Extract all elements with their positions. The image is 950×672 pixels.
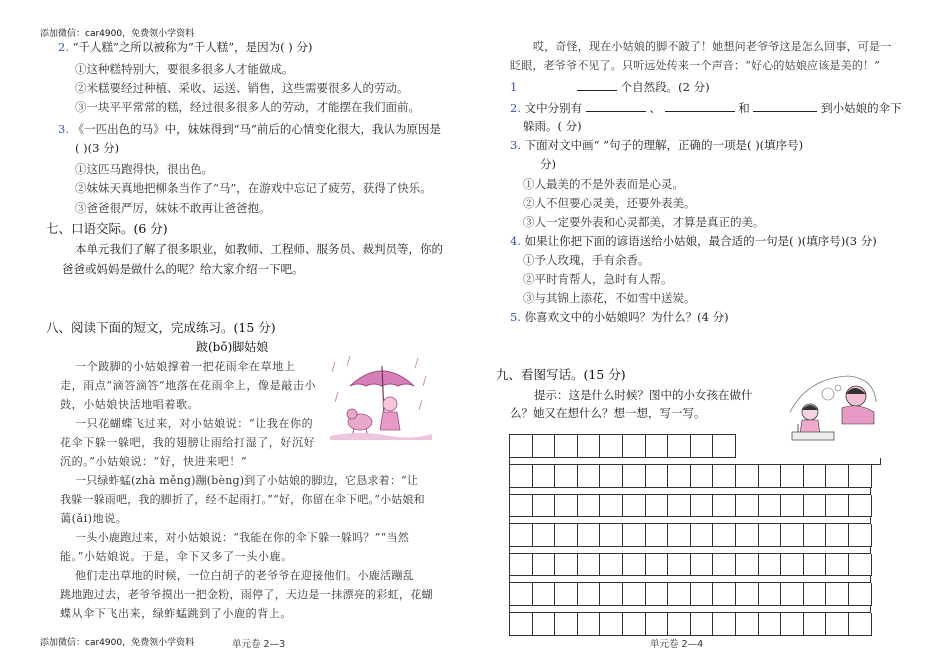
writing-cell[interactable] bbox=[826, 524, 849, 547]
writing-cell[interactable] bbox=[555, 613, 578, 636]
question-2-left bbox=[58, 40, 312, 54]
writing-cell[interactable] bbox=[691, 583, 714, 606]
writing-grid-full[interactable] bbox=[509, 458, 881, 636]
answer-blank[interactable] bbox=[753, 100, 817, 112]
writing-cell[interactable] bbox=[781, 554, 804, 577]
writing-cell[interactable] bbox=[759, 524, 782, 547]
writing-cell[interactable] bbox=[713, 583, 736, 606]
writing-cell[interactable] bbox=[826, 613, 849, 636]
story-line: 沉的。”小姑娘说：“好，快进来吧！” bbox=[60, 455, 248, 468]
writing-cell[interactable] bbox=[736, 583, 759, 606]
question-text: 下面对文中画“ ”句子的理解，正确的一项是( )(填序号) bbox=[524, 138, 804, 152]
answer-blank[interactable] bbox=[586, 100, 646, 112]
writing-cell[interactable] bbox=[736, 554, 759, 577]
writing-cell[interactable] bbox=[804, 524, 827, 547]
writing-cell[interactable] bbox=[623, 554, 646, 577]
story-title: 跛(bǒ)脚姑娘 bbox=[196, 340, 269, 354]
option: ②妹妹天真地把柳条当作了“马”，在游戏中忘记了疲劳，获得了快乐。 bbox=[75, 181, 432, 195]
story-line: 一个跛脚的小姑娘撑着一把花雨伞在草地上 bbox=[75, 360, 296, 373]
option: ②人不但要心灵美，还要外表美。 bbox=[523, 196, 696, 210]
writing-cell[interactable] bbox=[646, 554, 669, 577]
writing-cell[interactable] bbox=[578, 524, 601, 547]
writing-cell[interactable] bbox=[826, 465, 849, 488]
grid-spacer bbox=[510, 488, 871, 495]
grid-row-top bbox=[510, 435, 736, 458]
writing-cell[interactable] bbox=[533, 465, 556, 488]
option: ③一块平平常常的糕，经过很多很多人的劳动，才能摆在我们面前。 bbox=[75, 100, 420, 114]
section-9-line1: 提示：这是什么时候？图中的小女孩在做什 bbox=[534, 388, 753, 402]
section-7-line2: 爸爸或妈妈是做什么的呢？给大家介绍一下吧。 bbox=[62, 262, 304, 276]
writing-cell[interactable] bbox=[510, 465, 533, 488]
question-number: 5. bbox=[510, 310, 521, 324]
writing-cell[interactable] bbox=[826, 495, 849, 518]
writing-cell[interactable] bbox=[555, 435, 578, 458]
grid-row bbox=[510, 613, 881, 636]
umbrella-girl-illustration bbox=[330, 352, 432, 440]
writing-cell[interactable] bbox=[668, 554, 691, 577]
question-2-right bbox=[510, 100, 902, 115]
story-line: 花伞下躲一躲吧，我的翅膀让雨给打湿了，好沉好 bbox=[60, 436, 316, 449]
question-3-line2: 分) bbox=[540, 157, 556, 171]
writing-cell[interactable] bbox=[600, 613, 623, 636]
writing-cell[interactable] bbox=[555, 554, 578, 577]
story-line: 蔼(ǎi)地说。 bbox=[60, 512, 128, 525]
writing-cell[interactable] bbox=[600, 524, 623, 547]
page-footer-left: 单元卷 2—3 bbox=[232, 639, 286, 650]
grid-row bbox=[510, 554, 881, 577]
story-line: 我躲一躲雨吧，我的脚折了，经不起雨打。”“好，你留在伞下吧。”小姑娘和 bbox=[60, 493, 425, 506]
writing-cell[interactable] bbox=[849, 554, 872, 577]
question-5-right bbox=[510, 310, 729, 324]
option: ①这匹马跑得快，很出色。 bbox=[75, 162, 213, 176]
question-3-line2: ( )(3 分) bbox=[75, 141, 120, 155]
writing-cell[interactable] bbox=[759, 583, 782, 606]
question-text: 你喜欢文中的小姑娘吗？为什么？(4 分) bbox=[524, 310, 729, 324]
writing-cell[interactable] bbox=[533, 583, 556, 606]
writing-cell[interactable] bbox=[555, 524, 578, 547]
grid-spacer bbox=[510, 576, 871, 583]
writing-cell[interactable] bbox=[713, 465, 736, 488]
writing-cell[interactable] bbox=[600, 554, 623, 577]
writing-cell[interactable] bbox=[804, 554, 827, 577]
option: ③爸爸很严厉，妹妹不敢再让爸爸抱。 bbox=[75, 201, 271, 215]
writing-cell[interactable] bbox=[623, 435, 646, 458]
girl-washing-hands-illustration bbox=[788, 372, 878, 444]
writing-cell[interactable] bbox=[759, 465, 782, 488]
question-text: 和 bbox=[738, 101, 750, 115]
answer-blank[interactable] bbox=[665, 100, 735, 112]
writing-cell[interactable] bbox=[804, 583, 827, 606]
writing-cell[interactable] bbox=[736, 524, 759, 547]
writing-cell[interactable] bbox=[804, 465, 827, 488]
writing-cell[interactable] bbox=[533, 554, 556, 577]
question-text: 、 bbox=[649, 101, 661, 115]
writing-cell[interactable] bbox=[668, 613, 691, 636]
writing-cell[interactable] bbox=[578, 554, 601, 577]
writing-cell[interactable] bbox=[691, 613, 714, 636]
question-text: 文中分别有 bbox=[524, 101, 583, 115]
writing-cell[interactable] bbox=[510, 554, 533, 577]
writing-cell[interactable] bbox=[849, 495, 872, 518]
writing-cell[interactable] bbox=[600, 465, 623, 488]
writing-cell[interactable] bbox=[578, 495, 601, 518]
story-line: 走，雨点“滴答滴答”地落在花雨伞上，像是敲击小 bbox=[60, 379, 317, 392]
writing-cell[interactable] bbox=[781, 465, 804, 488]
writing-cell[interactable] bbox=[713, 495, 736, 518]
writing-cell[interactable] bbox=[691, 435, 714, 458]
grid-spacer bbox=[510, 606, 871, 613]
watermark-top: 添加微信：car4900，免费领小学资料 bbox=[40, 29, 195, 39]
writing-cell[interactable] bbox=[668, 524, 691, 547]
section-7-title: 七、口语交际。(6 分) bbox=[46, 221, 168, 236]
story-line: 一头小鹿跑过来，对小姑娘说：“我能在你的伞下躲一躲吗？”“当然 bbox=[75, 531, 410, 544]
story-line: 蝶从伞下飞出来，绿蚱蜢跳到了小鹿的背上。 bbox=[60, 607, 292, 620]
writing-cell[interactable] bbox=[691, 554, 714, 577]
grid-row bbox=[510, 495, 881, 518]
writing-cell[interactable] bbox=[623, 495, 646, 518]
writing-cell[interactable] bbox=[555, 583, 578, 606]
writing-cell[interactable] bbox=[736, 613, 759, 636]
writing-cell[interactable] bbox=[578, 435, 601, 458]
question-number: 3. bbox=[510, 138, 521, 152]
writing-cell[interactable] bbox=[623, 524, 646, 547]
writing-cell[interactable] bbox=[533, 435, 556, 458]
question-3-left bbox=[58, 122, 441, 136]
option: ③与其锦上添花，不如雪中送炭。 bbox=[523, 291, 696, 305]
writing-cell[interactable] bbox=[646, 465, 669, 488]
question-3-right bbox=[510, 138, 803, 152]
writing-cell[interactable] bbox=[713, 524, 736, 547]
writing-cell[interactable] bbox=[759, 554, 782, 577]
writing-cell[interactable] bbox=[668, 435, 691, 458]
option: ①这种糕特别大，要很多很多人才能做成。 bbox=[75, 62, 294, 76]
writing-cell[interactable] bbox=[759, 613, 782, 636]
writing-cell[interactable] bbox=[510, 583, 533, 606]
question-1-right bbox=[510, 79, 710, 94]
writing-cell[interactable] bbox=[781, 613, 804, 636]
writing-cell[interactable] bbox=[646, 435, 669, 458]
question-text: 到小姑娘的伞下 bbox=[821, 101, 902, 115]
writing-cell[interactable] bbox=[691, 465, 714, 488]
writing-cell[interactable] bbox=[600, 583, 623, 606]
grid-row bbox=[510, 583, 881, 606]
writing-cell[interactable] bbox=[804, 495, 827, 518]
writing-cell[interactable] bbox=[826, 583, 849, 606]
writing-cell[interactable] bbox=[826, 554, 849, 577]
question-2-line2: 躲雨。( 分) bbox=[523, 119, 582, 133]
section-7-line1: 本单元我们了解了很多职业，如教师、工程师、服务员、裁判员等，你的 bbox=[75, 242, 443, 256]
writing-cell[interactable] bbox=[623, 583, 646, 606]
answer-blank[interactable] bbox=[577, 79, 617, 91]
writing-cell[interactable] bbox=[713, 554, 736, 577]
section-8-title: 八、阅读下面的短文，完成练习。(15 分) bbox=[46, 320, 276, 335]
writing-cell[interactable] bbox=[600, 495, 623, 518]
story-line: 哎，奇怪，现在小姑娘的脚不跛了！她想问老爷爷这是怎么回事，可是一 bbox=[533, 40, 892, 53]
writing-cell[interactable] bbox=[646, 495, 669, 518]
question-text: “千人糕”之所以被称为“千人糕”，是因为( ) bbox=[72, 40, 293, 54]
writing-cell[interactable] bbox=[781, 583, 804, 606]
page-footer-right: 单元卷 2—4 bbox=[650, 639, 704, 650]
writing-cell[interactable] bbox=[668, 465, 691, 488]
question-text: 个自然段。(2 分) bbox=[620, 80, 710, 94]
option: ①人最美的不是外表而是心灵。 bbox=[523, 177, 684, 191]
writing-cell[interactable] bbox=[578, 613, 601, 636]
question-number: 2. bbox=[510, 101, 521, 115]
writing-cell[interactable] bbox=[533, 613, 556, 636]
question-score: 分) bbox=[296, 40, 313, 54]
question-number: 1 bbox=[510, 80, 518, 94]
section-9-title: 九、看图写话。(15 分) bbox=[496, 367, 626, 382]
grid-spacer bbox=[510, 517, 871, 524]
writing-cell[interactable] bbox=[623, 613, 646, 636]
story-line: 他们走出草地的时候，一位白胡子的老爷爷在迎接他们。小鹿活蹦乱 bbox=[75, 569, 414, 582]
writing-cell[interactable] bbox=[510, 613, 533, 636]
grid-spacer bbox=[510, 547, 871, 554]
writing-cell[interactable] bbox=[510, 435, 533, 458]
grid-spacer bbox=[510, 458, 881, 465]
writing-cell[interactable] bbox=[555, 465, 578, 488]
writing-cell[interactable] bbox=[600, 435, 623, 458]
watermark-bottom: 添加微信：car4900，免费领小学资料 bbox=[40, 638, 195, 648]
writing-cell[interactable] bbox=[849, 583, 872, 606]
writing-cell[interactable] bbox=[533, 495, 556, 518]
writing-cell[interactable] bbox=[668, 583, 691, 606]
story-line: 眨眼，老爷爷不见了。只听远处传来一个声音：“好心的姑娘应该是美的！” bbox=[510, 59, 881, 72]
grid-row bbox=[510, 524, 881, 547]
question-text: 如果让你把下面的谚语送给小姑娘，最合适的一句是( )(填序号)(3 分) bbox=[524, 234, 877, 248]
grid-row bbox=[510, 465, 881, 488]
option: ③人一定要外表和心灵都美，才算是真正的美。 bbox=[523, 215, 765, 229]
question-4-right bbox=[510, 234, 877, 248]
writing-cell[interactable] bbox=[668, 495, 691, 518]
writing-cell[interactable] bbox=[578, 583, 601, 606]
story-line: 一只花蝴蝶飞过来，对小姑娘说：“让我在你的 bbox=[75, 417, 314, 430]
writing-cell[interactable] bbox=[781, 524, 804, 547]
section-9-line2: 么？她又在想什么？想一想，写一写。 bbox=[510, 406, 706, 420]
writing-cell[interactable] bbox=[736, 465, 759, 488]
writing-cell[interactable] bbox=[646, 524, 669, 547]
option: ②米糕要经过种植、采收、运送、销售，这些需要很多人的劳动。 bbox=[75, 81, 409, 95]
writing-cell[interactable] bbox=[804, 613, 827, 636]
writing-cell[interactable] bbox=[646, 613, 669, 636]
writing-cell[interactable] bbox=[555, 495, 578, 518]
question-number: 4. bbox=[510, 234, 521, 248]
writing-cell[interactable] bbox=[623, 465, 646, 488]
writing-cell[interactable] bbox=[759, 495, 782, 518]
question-number: 3. bbox=[58, 122, 69, 136]
story-line: 跳地跑过去，老爷爷摸出一把金粉，雨停了，天边是一抹漂亮的彩虹，花蝴 bbox=[60, 588, 433, 601]
story-line: 一只绿蚱蜢(zhà měng)蹦(bèng)到了小姑娘的脚边，它恳求着：“让 bbox=[75, 474, 419, 487]
writing-cell[interactable] bbox=[736, 495, 759, 518]
option: ①予人玫瑰，手有余香。 bbox=[523, 253, 650, 267]
writing-cell[interactable] bbox=[713, 613, 736, 636]
writing-cell[interactable] bbox=[510, 495, 533, 518]
writing-cell[interactable] bbox=[646, 583, 669, 606]
story-line: 鼓，小姑娘快活地唱着歌。 bbox=[60, 398, 200, 411]
question-text: 《一匹出色的马》中，妹妹得到“马”前后的心情变化很大，我认为原因是 bbox=[72, 122, 441, 136]
writing-cell[interactable] bbox=[691, 495, 714, 518]
writing-cell[interactable] bbox=[510, 524, 533, 547]
writing-cell[interactable] bbox=[713, 435, 736, 458]
question-number: 2. bbox=[58, 40, 69, 54]
writing-cell[interactable] bbox=[691, 524, 714, 547]
writing-cell[interactable] bbox=[578, 465, 601, 488]
story-line: 能。”小姑娘说。于是，伞下又多了一头小鹿。 bbox=[60, 550, 293, 563]
writing-cell[interactable] bbox=[533, 524, 556, 547]
writing-grid[interactable] bbox=[509, 434, 736, 458]
writing-cell[interactable] bbox=[781, 495, 804, 518]
writing-cell[interactable] bbox=[849, 524, 872, 547]
option: ②平时肯帮人，急时有人帮。 bbox=[523, 272, 673, 286]
writing-cell[interactable] bbox=[849, 613, 872, 636]
writing-cell[interactable] bbox=[849, 465, 872, 488]
